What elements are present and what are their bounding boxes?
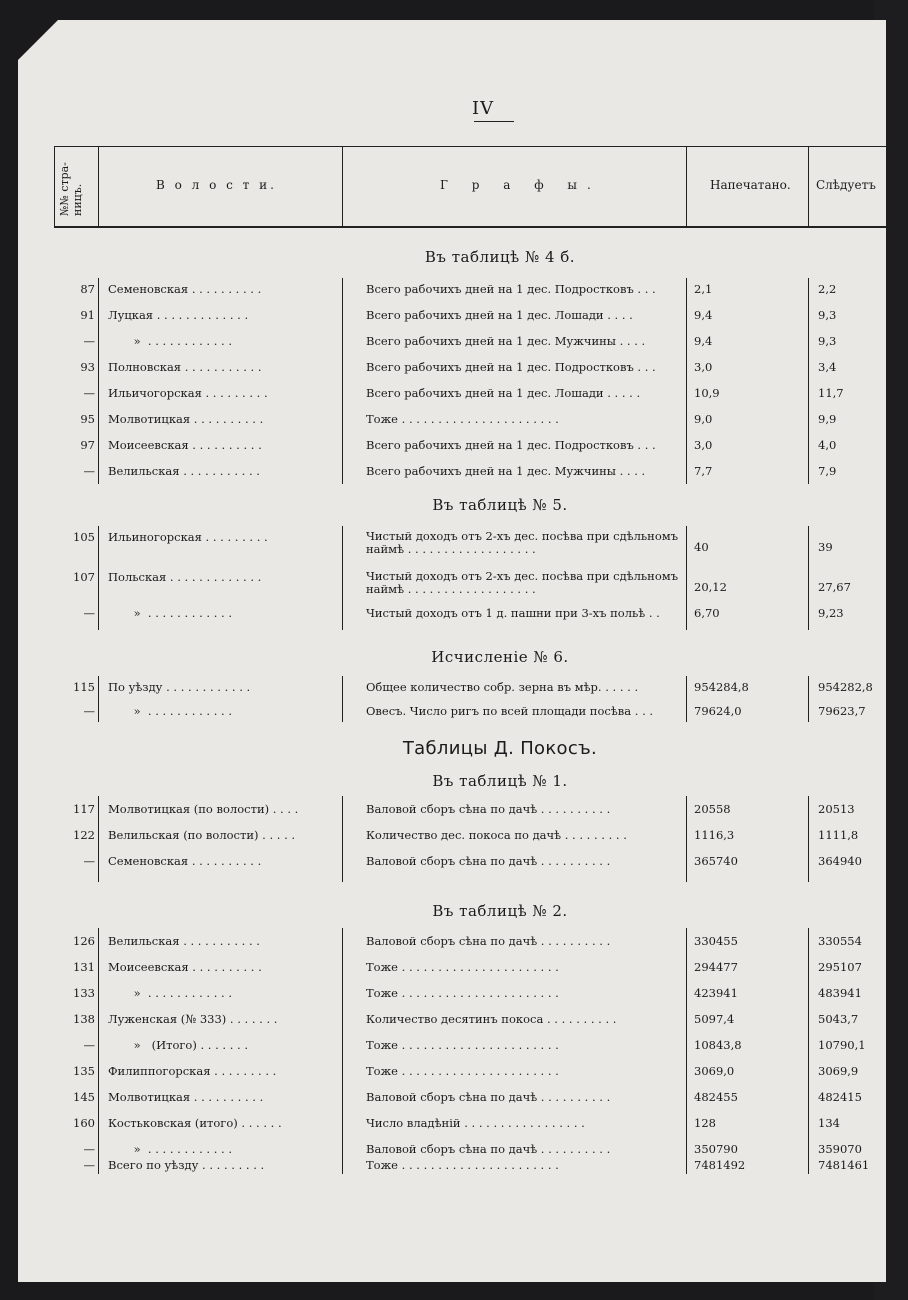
- row-graph: Всего рабочихъ дней на 1 дес. Подростковъ . . .: [366, 360, 656, 374]
- table-row: [0, 530, 908, 560]
- row-should: 483941: [818, 986, 862, 1000]
- header-sep-3: [686, 146, 687, 228]
- row-graph: Количество дес. покоса по дачѣ . . . . . . . . .: [366, 828, 627, 842]
- row-should: 3,4: [818, 360, 837, 374]
- table-row: [0, 680, 908, 702]
- row-graph: Тоже . . . . . . . . . . . . . . . . . . . . . .: [366, 960, 559, 974]
- row-graph: Тоже . . . . . . . . . . . . . . . . . . . . . .: [366, 1158, 559, 1172]
- row-volost: По уѣзду . . . . . . . . . . . .: [108, 680, 251, 694]
- row-graph: Количество десятинъ покоса . . . . . . . . . .: [366, 1012, 617, 1026]
- row-page: —: [83, 606, 95, 620]
- row-volost: » (Итого) . . . . . . .: [108, 1038, 249, 1052]
- row-page: 145: [73, 1090, 95, 1104]
- page-number: IV: [472, 98, 495, 119]
- row-graph: Овесъ. Число ригъ по всей площади посѣва . . .: [366, 704, 654, 718]
- table-row: [0, 412, 908, 434]
- row-volost: Велильская (по волости) . . . . .: [108, 828, 296, 842]
- header-graphs: Г р а ф ы.: [440, 178, 601, 192]
- row-graph: Тоже . . . . . . . . . . . . . . . . . . . . . .: [366, 986, 559, 1000]
- row-graph: Число владѣній . . . . . . . . . . . . . . . . .: [366, 1116, 585, 1130]
- row-graph: Всего рабочихъ дней на 1 дес. Подростковъ . . .: [366, 438, 656, 452]
- row-page: 133: [73, 986, 95, 1000]
- row-printed: 7,7: [694, 464, 713, 478]
- row-page: —: [83, 854, 95, 868]
- row-volost: Молвотицкая (по волости) . . . .: [108, 802, 299, 816]
- row-volost: Велильская . . . . . . . . . . .: [108, 934, 260, 948]
- row-graph: Всего рабочихъ дней на 1 дес. Мужчины . . . .: [366, 464, 646, 478]
- row-should: 5043,7: [818, 1012, 859, 1026]
- row-page: —: [83, 1038, 95, 1052]
- row-volost: Костьковская (итого) . . . . . .: [108, 1116, 282, 1130]
- row-volost: » . . . . . . . . . . . .: [108, 986, 233, 1000]
- table-row: [0, 854, 908, 876]
- row-page: 93: [80, 360, 95, 374]
- row-page: 160: [73, 1116, 95, 1130]
- section-title-pokos: Таблицы Д. Покосъ.: [402, 738, 598, 759]
- row-volost: Велильская . . . . . . . . . . .: [108, 464, 260, 478]
- table-row: [0, 934, 908, 956]
- row-page: 87: [80, 282, 95, 296]
- row-volost: » . . . . . . . . . . . .: [108, 334, 233, 348]
- row-page: —: [83, 704, 95, 718]
- row-printed: 3,0: [694, 360, 713, 374]
- row-printed: 20,12: [694, 580, 727, 594]
- row-printed: 2,1: [694, 282, 713, 296]
- table-row: [0, 960, 908, 982]
- header-page-col: [56, 150, 96, 224]
- row-should: 3069,9: [818, 1064, 859, 1078]
- row-printed: 423941: [694, 986, 738, 1000]
- row-should: 134: [818, 1116, 840, 1130]
- row-page: 97: [80, 438, 95, 452]
- row-printed: 10843,8: [694, 1038, 742, 1052]
- row-volost: Семеновская . . . . . . . . . .: [108, 282, 262, 296]
- table-row: [0, 1064, 908, 1086]
- table-row: [0, 386, 908, 408]
- row-should: 330554: [818, 934, 862, 948]
- table-row: [0, 1012, 908, 1034]
- row-printed: 9,4: [694, 308, 713, 322]
- row-graph: Валовой сборъ сѣна по дачѣ . . . . . . . . . .: [366, 1142, 611, 1156]
- row-volost: Семеновская . . . . . . . . . .: [108, 854, 262, 868]
- header-left-rule: [54, 146, 55, 228]
- row-printed: 6,70: [694, 606, 720, 620]
- row-should: 295107: [818, 960, 862, 974]
- row-volost: Молвотицкая . . . . . . . . . .: [108, 412, 264, 426]
- row-volost: Ильиногорская . . . . . . . . .: [108, 530, 268, 544]
- row-should: 11,7: [818, 386, 844, 400]
- row-volost: Филиппогорская . . . . . . . . .: [108, 1064, 277, 1078]
- row-page: 131: [73, 960, 95, 974]
- row-printed: 350790: [694, 1142, 738, 1156]
- row-volost: Луженская (№ 333) . . . . . . .: [108, 1012, 278, 1026]
- row-should: 10790,1: [818, 1038, 866, 1052]
- row-graph: Тоже . . . . . . . . . . . . . . . . . . . . . .: [366, 1064, 559, 1078]
- row-should: 79623,7: [818, 704, 866, 718]
- table-row: [0, 1090, 908, 1112]
- row-page: —: [83, 386, 95, 400]
- row-page: 115: [73, 680, 95, 694]
- page-number-underline: [474, 121, 514, 122]
- table-row: [0, 606, 908, 628]
- row-graph: Валовой сборъ сѣна по дачѣ . . . . . . . . . .: [366, 1090, 611, 1104]
- row-printed: 482455: [694, 1090, 738, 1104]
- row-graph: Общее количество собр. зерна въ мѣр. . . . . .: [366, 680, 639, 694]
- section-title-5: Въ таблицѣ № 5.: [432, 496, 568, 514]
- row-printed: 128: [694, 1116, 716, 1130]
- row-page: 117: [73, 802, 95, 816]
- row-printed: 954284,8: [694, 680, 749, 694]
- header-volost: В о л о с т и.: [156, 178, 277, 192]
- row-should: 9,9: [818, 412, 837, 426]
- row-volost: Луцкая . . . . . . . . . . . . .: [108, 308, 249, 322]
- row-should: 27,67: [818, 580, 851, 594]
- row-printed: 1116,3: [694, 828, 735, 842]
- row-should: 39: [818, 540, 833, 554]
- row-page: 95: [80, 412, 95, 426]
- row-graph: Тоже . . . . . . . . . . . . . . . . . . . . . .: [366, 1038, 559, 1052]
- row-page: 135: [73, 1064, 95, 1078]
- header-page-label: №№ стра- ницъ.: [58, 162, 84, 216]
- table-row: [0, 438, 908, 460]
- row-graph: Всего рабочихъ дней на 1 дес. Лошади . . . .: [366, 308, 633, 322]
- row-printed: 79624,0: [694, 704, 742, 718]
- row-should: 9,3: [818, 334, 837, 348]
- row-should: 364940: [818, 854, 862, 868]
- table-row: [0, 802, 908, 824]
- row-printed: 9,0: [694, 412, 713, 426]
- row-should: 7,9: [818, 464, 837, 478]
- row-printed: 20558: [694, 802, 731, 816]
- row-graph: Всего рабочихъ дней на 1 дес. Мужчины . . . .: [366, 334, 646, 348]
- header-sep-2: [342, 146, 343, 228]
- table-row: [0, 334, 908, 356]
- section-title-t1: Въ таблицѣ № 1.: [432, 772, 568, 790]
- row-volost: » . . . . . . . . . . . .: [108, 704, 233, 718]
- row-printed: 9,4: [694, 334, 713, 348]
- section-title-4b: Въ таблицѣ № 4 б.: [424, 248, 576, 266]
- row-printed: 5097,4: [694, 1012, 735, 1026]
- row-should: 2,2: [818, 282, 837, 296]
- row-page: 107: [73, 570, 95, 584]
- row-page: 126: [73, 934, 95, 948]
- row-volost: Молвотицкая . . . . . . . . . .: [108, 1090, 264, 1104]
- row-should: 954282,8: [818, 680, 873, 694]
- row-graph: Валовой сборъ сѣна по дачѣ . . . . . . . . . .: [366, 934, 611, 948]
- row-volost: » . . . . . . . . . . . .: [108, 606, 233, 620]
- row-graph: Тоже . . . . . . . . . . . . . . . . . . . . . .: [366, 412, 559, 426]
- table-row: [0, 282, 908, 304]
- section-title-t2: Въ таблицѣ № 2.: [432, 902, 568, 920]
- row-volost: Полновская . . . . . . . . . . .: [108, 360, 262, 374]
- table-row: [0, 308, 908, 330]
- row-graph: Валовой сборъ сѣна по дачѣ . . . . . . . . . .: [366, 854, 611, 868]
- row-page: —: [83, 1142, 95, 1156]
- row-graph: Чистый доходъ отъ 1 д. пашни при 3-хъ польѣ . .: [366, 606, 660, 620]
- row-printed: 40: [694, 540, 709, 554]
- row-page: 138: [73, 1012, 95, 1026]
- row-volost: » . . . . . . . . . . . .: [108, 1142, 233, 1156]
- row-should: 482415: [818, 1090, 862, 1104]
- row-page: 105: [73, 530, 95, 544]
- row-graph: Чистый доходъ отъ 2-хъ дес. посѣва при сдѣльномъ наймѣ . . . . . . . . . . . . . . . . . .: [366, 529, 679, 556]
- row-volost: Моисеевская . . . . . . . . . .: [108, 960, 262, 974]
- row-should: 359070: [818, 1142, 862, 1156]
- row-should: 9,3: [818, 308, 837, 322]
- row-printed: 3069,0: [694, 1064, 735, 1078]
- table-row: [0, 1142, 908, 1156]
- row-should: 1111,8: [818, 828, 859, 842]
- section-title-6: Исчисленіе № 6.: [431, 648, 569, 666]
- row-graph: Валовой сборъ сѣна по дачѣ . . . . . . . . . .: [366, 802, 611, 816]
- table-row: [0, 1038, 908, 1060]
- row-page: —: [83, 334, 95, 348]
- table-row: [0, 464, 908, 486]
- header-top-rule: [54, 146, 886, 147]
- row-should: 7481461: [818, 1158, 870, 1172]
- table-row: [0, 828, 908, 850]
- table-row: [0, 570, 908, 600]
- header-bottom-rule: [54, 226, 886, 228]
- row-printed: 294477: [694, 960, 738, 974]
- row-page: —: [83, 1158, 95, 1172]
- row-should: 9,23: [818, 606, 844, 620]
- row-should: 4,0: [818, 438, 837, 452]
- row-graph: Всего рабочихъ дней на 1 дес. Лошади . . . . .: [366, 386, 641, 400]
- row-page: 122: [73, 828, 95, 842]
- row-printed: 3,0: [694, 438, 713, 452]
- row-printed: 330455: [694, 934, 738, 948]
- row-printed: 10,9: [694, 386, 720, 400]
- table-row: [0, 1116, 908, 1138]
- table-row: [0, 986, 908, 1008]
- header-sep-4: [808, 146, 809, 228]
- row-page: —: [83, 464, 95, 478]
- table-row: [0, 1158, 908, 1180]
- row-volost: Ильичогорская . . . . . . . . .: [108, 386, 268, 400]
- row-should: 20513: [818, 802, 855, 816]
- row-printed: 365740: [694, 854, 738, 868]
- row-graph: Всего рабочихъ дней на 1 дес. Подростковъ . . .: [366, 282, 656, 296]
- row-page: 91: [80, 308, 95, 322]
- row-printed: 7481492: [694, 1158, 746, 1172]
- row-graph: Чистый доходъ отъ 2-хъ дес. посѣва при сдѣльномъ наймѣ . . . . . . . . . . . . . . . . . .: [366, 569, 679, 596]
- row-volost: Моисеевская . . . . . . . . . .: [108, 438, 262, 452]
- header-sep-1: [98, 146, 99, 228]
- header-printed: Напечатано.: [710, 178, 791, 192]
- table-row: [0, 704, 908, 726]
- row-volost: Польская . . . . . . . . . . . . .: [108, 570, 262, 584]
- table-row: [0, 360, 908, 382]
- row-volost: Всего по уѣзду . . . . . . . . .: [108, 1158, 265, 1172]
- header-should: Слѣдуетъ: [816, 178, 876, 192]
